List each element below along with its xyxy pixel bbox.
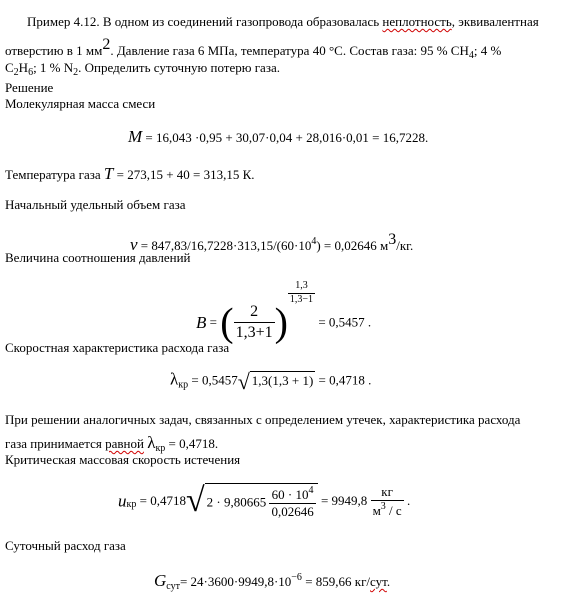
formula-result: = 0,5457 . [315,314,372,330]
formula-expression: = 16,043 ·0,95 + 30,07·0,04 + 28,016·0,01 = 16,7228. [142,130,429,145]
intro-text: С [5,60,14,75]
fraction-numerator: кг [371,484,404,501]
solution-heading: Решение [5,80,54,95]
superscript: 4 [308,484,314,496]
temperature-label: Температура газа [5,167,104,182]
formula-variable: λ [170,369,179,389]
formula-variable: B [196,312,207,332]
superscript: −6 [291,572,302,583]
formula-variable: M [128,127,143,146]
critical-rate-label: Критическая массовая скорость истечения [5,452,241,467]
square-root: √ 2 · 9,80665 $\frac{60 \cdot 10^4}{0,02646}$ [186,480,318,523]
formula-expression: . [386,574,391,589]
note-text: = 0,4718. [165,436,219,451]
intro-text: Н [18,60,29,75]
fraction-denominator: м [372,502,381,518]
subscript: 2 [73,67,79,78]
note-line-1: При решении аналогичных задач, связанных с определением утечек, характеристика расхода [5,412,521,427]
daily-flow-formula [154,570,390,594]
formula-expression: = 24·3600·9949,8·10 [179,574,292,589]
formula-expression: ) = 0,02646 м [316,238,389,253]
temperature-line [5,163,255,184]
speed-characteristic-formula [170,368,371,396]
subscript: 4 [468,50,474,61]
fraction-denominator: 1,3+1 [235,324,273,342]
intro-text: ; 4 % [473,43,502,58]
left-paren: ( [220,299,234,345]
subscript: кр [155,443,166,454]
formula-expression: = 0,4718 [136,493,186,509]
specific-volume-label: Начальный удельный объем газа [5,197,186,212]
radicand: 2 · 9,80665 [206,494,267,510]
intro-text: . Определить суточную потерю газа. [78,60,280,75]
superscript: 3 [380,500,386,512]
formula-variable: v [130,235,138,254]
intro-text: , эквивалентная [451,14,539,29]
intro-text: Пример 4.12. В одном из соединений газопровода образовалась [27,14,383,29]
spellcheck-word: сут [370,574,387,589]
intro-text: ; 1 % N [33,60,74,75]
pressure-ratio-label: Величина соотношения давлений [5,250,191,265]
formula-end: . [403,493,411,509]
subscript: кр [178,379,189,391]
fraction [269,485,315,521]
spellcheck-word: неплотность [382,14,452,29]
intro-text: . Давление газа 6 МПа, температура 40 °С. Состав газа: 95 % СН [110,43,469,58]
formula-expression: = 9949,8 [317,493,371,509]
square-root: √ 1,3(1,3 + 1) [237,369,314,394]
fraction-numerator: 60 · 10 [271,486,309,502]
formula-variable: G [154,571,167,590]
formula-variable: λ [147,433,156,452]
subscript: 6 [28,67,34,78]
formula-expression: = 0,5457 [188,372,238,388]
formula-variable: T [103,164,114,183]
formula-expression: = 847,83/16,7228·313,15/(60·10 [137,238,312,253]
daily-flow-label: Суточный расход газа [5,538,126,553]
formula-expression: = 859,66 кг/ [301,574,371,589]
problem-statement [5,10,557,79]
subscript: сут [166,581,180,592]
fraction-denominator: 0,02646 [271,503,314,519]
exponent-fraction [288,280,315,306]
superscript: 3 [388,231,397,248]
spellcheck-word: равной [105,436,144,451]
intro-text: отверстию в 1 мм [5,43,103,58]
right-paren: ) [274,299,288,345]
pressure-ratio-formula: B = ( $\frac{2}{1,3+1}$ ) $\frac{1,3}{1,3-1}$ = 0,5457 . [196,280,372,345]
fraction-denominator: / с [385,502,402,518]
critical-rate-formula [118,480,410,523]
molar-mass-label: Молекулярная масса смеси [5,96,156,111]
formula-expression: = 273,15 + 40 = 313,15 К. [113,167,255,182]
superscript: 2 [102,36,111,53]
fraction [234,302,275,343]
formula-expression: /кг. [396,238,414,253]
speed-characteristic-label: Скоростная характеристика расхода газа [5,340,230,355]
unit-fraction [371,484,404,520]
formula-variable: u [118,491,127,511]
superscript: 4 [311,236,317,247]
note-text: газа принимается [5,436,106,451]
subscript: 2 [13,67,19,78]
fraction-numerator: 1,3 [288,280,315,294]
fraction-numerator: 2 [234,302,275,323]
fraction-denominator: 1,3−1 [289,293,314,305]
radicand: 1,3(1,3 + 1) [251,372,314,388]
subscript: кр [126,499,137,511]
formula-result: = 0,4718 . [315,372,372,388]
molar-mass-formula [128,126,428,147]
